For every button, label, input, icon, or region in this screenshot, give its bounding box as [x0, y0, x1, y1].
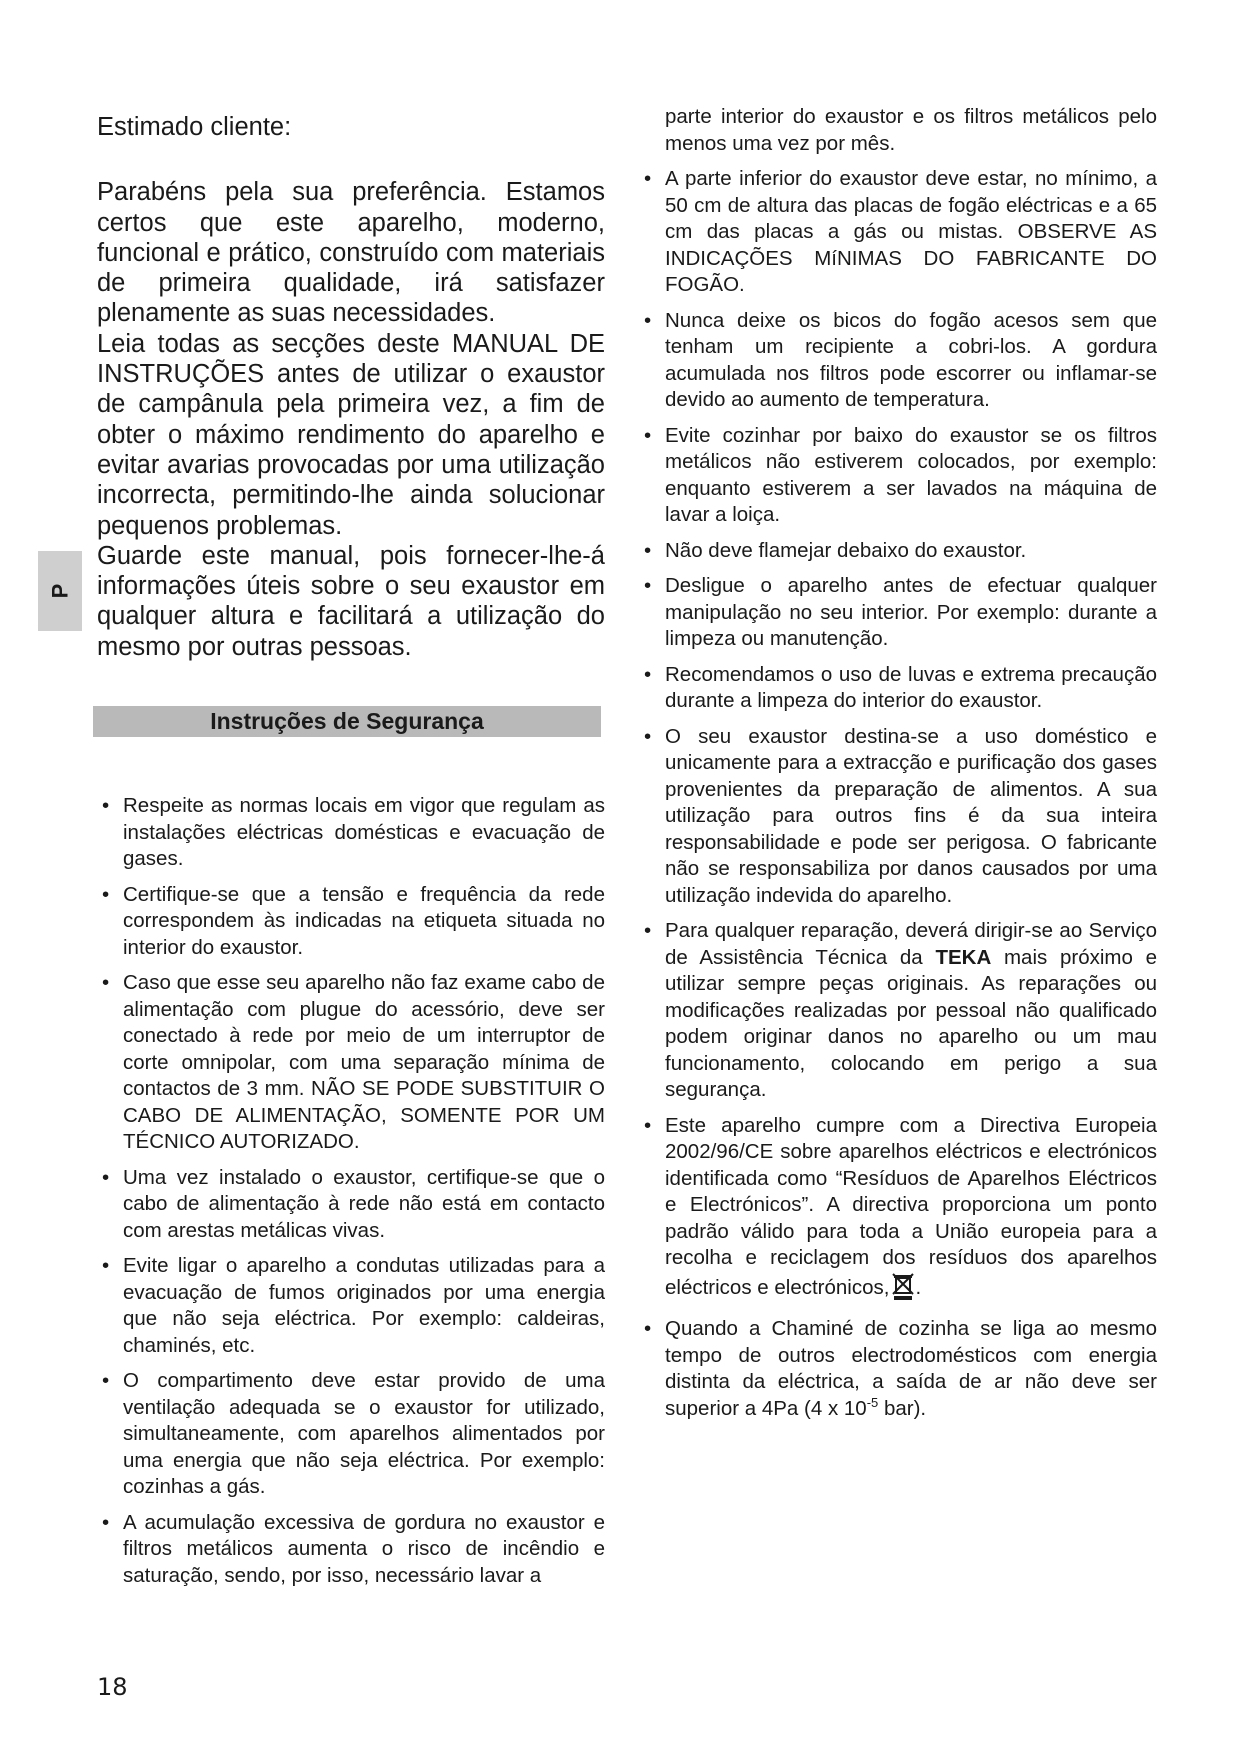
list-item: • Uma vez instalado o exaustor, certifique-se que o cabo de alimentação à rede não está em contacto com arestas metálicas vivas.	[102, 1165, 605, 1242]
page-number: 18	[97, 1673, 128, 1701]
list-item: • O seu exaustor destina-se a uso doméstico e unicamente para a extracção e purificação dos gases provenientes da preparação de alimentos. A sua utilização para outros fins é da sua inteira responsabilidade e pode ser perigosa. O fabricante não se responsabiliza por danos causados por uma utilização indevida do aparelho.	[644, 724, 1157, 907]
brand-name: TEKA	[935, 945, 992, 969]
list-item: • Desligue o aparelho antes de efectuar qualquer manipulação no seu interior. Por exemplo: durante a limpeza ou manutenção.	[644, 574, 1157, 650]
language-tab: P	[38, 551, 82, 631]
list-item: • Recomendamos o uso de luvas e extrema precaução durante a limpeza do interior do exaustor.	[644, 662, 1157, 712]
list-item: • Quando a Chaminé de cozinha se liga ao mesmo tempo de outros electrodomésticos com energia distinta da eléctrica, a saída de ar não deve ser superior a 4Pa (4 x $10^{-5}$ bar).	[644, 1317, 1157, 1420]
section-heading: Instruções de Segurança	[93, 706, 601, 737]
list-item: • Nunca deixe os bicos do fogão acesos sem que tenham um recipiente a cobri-los. A gordura acumulada nos filtros pode escorrer ou inflamar-se devido ao aumento de temperatura.	[644, 308, 1157, 411]
crossed-out-bin-icon	[891, 1272, 915, 1308]
list-item: • Evite cozinhar por baixo do exaustor se os filtros metálicos não estiverem colocados, por exemplo: enquanto estiverem a ser lavados na máquina de lavar a loiça.	[644, 423, 1157, 526]
list-item: • Caso que esse seu aparelho não faz exame cabo de alimentação com plugue do acessório, deve ser conectado à rede por meio de um interruptor de corte omnipolar, com uma separação mínima de contactos de 3 mm. NÃO SE PODE SUBSTITUIR O CABO DE ALIMENTAÇÃO, SOMENTE POR UM TÉCNICO AUTORIZADO.	[102, 971, 605, 1154]
list-item: • Evite ligar o aparelho a condutas utilizadas para a evacuação de fumos originados por uma energia que não seja eléctrica. Por exemplo: caldeiras, chaminés, etc.	[102, 1254, 605, 1357]
safety-list-right	[639, 166, 1157, 1422]
list-item: • Não deve flamejar debaixo do exaustor.	[644, 538, 1027, 562]
list-item: • Para qualquer reparação, deverá dirigir-se ao Serviço de Assistência Técnica da TEKA mais próximo e utilizar sempre peças originais. As reparações ou modificações realizadas por pessoal não qualificado podem originar danos no aparelho ou um mau funcionamento, colocando em perigo a sua segurança.	[644, 919, 1157, 1101]
list-item: • Certifique-se que a tensão e frequência da rede correspondem às indicadas na etiqueta situada no interior do exaustor.	[102, 882, 605, 959]
intro-paragraph: Leia todas as secções deste MANUAL DE INSTRUÇÕES antes de utilizar o exaustor de campânula pela primeira vez, a fim de obter o máximo rendimento do aparelho e evitar avarias provocadas por uma utilização incorrecta, permitindo-lhe ainda solucionar pequenos problemas.	[97, 329, 605, 540]
intro-paragraph: Parabéns pela sua preferência. Estamos certos que este aparelho, moderno, funcional e prático, construído com materiais de primeira qualidade, irá satisfazer plenamente as suas necessidades.	[97, 178, 605, 328]
intro-paragraph: Guarde este manual, pois fornecer-lhe-á informações úteis sobre o seu exaustor em qualquer altura e facilitará a utilização do mesmo por outras pessoas.	[97, 541, 605, 661]
list-item: • A parte inferior do exaustor deve estar, no mínimo, a 50 cm de altura das placas de fogão eléctricas e a 65 cm das placas a gás ou mistas. OBSERVE AS INDICAÇÕES MíNIMAS DO FABRICANTE DO FOGÃO.	[644, 167, 1157, 296]
left-column	[97, 112, 605, 1598]
right-column	[639, 104, 1157, 1431]
list-item: • Este aparelho cumpre com a Directiva Europeia 2002/96/CE sobre aparelhos eléctricos e electrónicos identificada como “Resíduos de Aparelhos Eléctricos e Electrónicos”. A directiva proporciona um ponto padrão válido para toda a União europeia para a recolha e reciclagem dos resíduos dos aparelhos eléctricos e electrónicos, .	[639, 1113, 1157, 1308]
greeting: Estimado cliente:	[97, 113, 292, 141]
list-item: • Respeite as normas locais em vigor que regulam as instalações eléctricas domésticas e evacuação de gases.	[102, 794, 605, 871]
list-item: • O compartimento deve estar provido de uma ventilação adequada se o exaustor for utilizado, simultaneamente, com aparelhos alimentados por uma energia que não seja eléctrica. Por exemplo: cozinhas a gás.	[102, 1369, 605, 1499]
continued-text: parte interior do exaustor e os filtros metálicos pelo menos uma vez por mês.	[665, 105, 1157, 155]
list-item: • A acumulação excessiva de gordura no exaustor e filtros metálicos aumenta o risco de incêndio e saturação, sendo, por isso, necessário lavar a	[102, 1510, 605, 1587]
safety-list-left	[97, 793, 605, 1589]
